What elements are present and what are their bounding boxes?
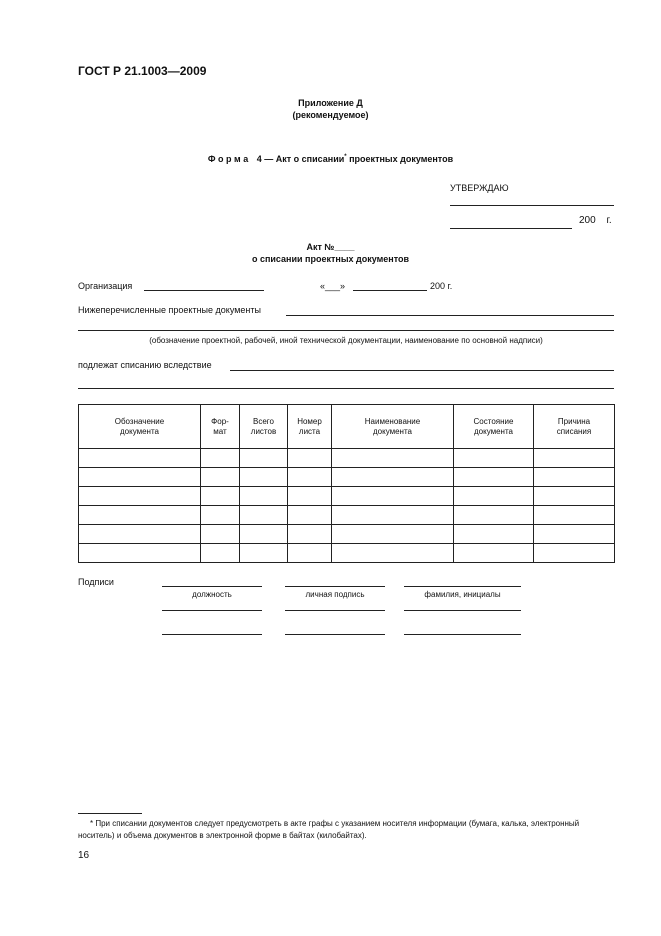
- header-name: Наименование документа: [364, 416, 421, 436]
- signature-name-line-3[interactable]: [404, 634, 521, 635]
- table-cell[interactable]: [240, 506, 288, 525]
- date-month-field[interactable]: [353, 290, 427, 291]
- table-cell[interactable]: [240, 525, 288, 544]
- col-sheet-number: [288, 405, 332, 449]
- reason-field[interactable]: [230, 370, 614, 371]
- table-cell[interactable]: [201, 506, 240, 525]
- date-year: 200 г.: [430, 281, 453, 291]
- table-row: [79, 468, 615, 487]
- approve-year: [579, 215, 612, 226]
- table-row: [79, 449, 615, 468]
- col-format: [201, 405, 240, 449]
- signature-position-line-2[interactable]: [162, 610, 262, 611]
- form-title: [0, 154, 661, 164]
- table-row: [79, 525, 615, 544]
- documents-table: [78, 404, 615, 563]
- form-word: Ф о р м а: [207, 154, 249, 164]
- organization-field[interactable]: [144, 290, 264, 291]
- table-cell[interactable]: [454, 487, 534, 506]
- table-cell[interactable]: [332, 468, 454, 487]
- table-cell[interactable]: [79, 544, 201, 563]
- header-designation: Обозначение документа: [114, 416, 165, 436]
- table-cell[interactable]: [79, 449, 201, 468]
- table-cell[interactable]: [454, 525, 534, 544]
- col-name: [332, 405, 454, 449]
- table-cell[interactable]: [79, 487, 201, 506]
- table-cell[interactable]: [201, 525, 240, 544]
- table-cell[interactable]: [332, 506, 454, 525]
- footnote-mark: *: [344, 154, 347, 160]
- table-cell[interactable]: [534, 468, 615, 487]
- table-cell[interactable]: [288, 449, 332, 468]
- header-format: Фор- мат: [211, 416, 229, 436]
- table-cell[interactable]: [201, 468, 240, 487]
- table-cell[interactable]: [534, 544, 615, 563]
- table-cell[interactable]: [288, 487, 332, 506]
- table-cell[interactable]: [201, 544, 240, 563]
- form-rest: проектных документов: [346, 154, 454, 164]
- signature-position-line-1[interactable]: [162, 586, 262, 587]
- signature-name-line-1[interactable]: [404, 586, 521, 587]
- appendix-status: (рекомендуемое): [292, 110, 369, 120]
- table-cell[interactable]: [288, 468, 332, 487]
- table-cell[interactable]: [534, 506, 615, 525]
- table-cell[interactable]: [288, 506, 332, 525]
- organization-label: Организация: [78, 281, 133, 291]
- approve-date-line: [450, 228, 572, 229]
- docs-caption: (обозначение проектной, рабочей, иной технической документации, наименование по основной надписи): [149, 336, 543, 345]
- table-cell[interactable]: [240, 544, 288, 563]
- table-cell[interactable]: [201, 487, 240, 506]
- col-total-sheets: [240, 405, 288, 449]
- table-cell[interactable]: [534, 487, 615, 506]
- table-cell[interactable]: [534, 449, 615, 468]
- approve-year-suffix: г.: [606, 215, 612, 226]
- docs-field[interactable]: [286, 315, 614, 316]
- table-row: [79, 487, 615, 506]
- signature-name-line-2[interactable]: [404, 610, 521, 611]
- form-text: — Акт о списании: [264, 154, 345, 164]
- table-cell[interactable]: [454, 544, 534, 563]
- signature-sign-line-2[interactable]: [285, 610, 385, 611]
- table-cell[interactable]: [240, 468, 288, 487]
- table-cell[interactable]: [332, 544, 454, 563]
- table-cell[interactable]: [288, 525, 332, 544]
- act-subtitle: о списании проектных документов: [251, 254, 410, 264]
- table-cell[interactable]: [79, 525, 201, 544]
- caption-signature: личная подпись: [305, 590, 365, 599]
- standard-header: ГОСТ Р 21.1003—2009: [78, 64, 207, 78]
- table-cell[interactable]: [79, 506, 201, 525]
- col-designation: [79, 405, 201, 449]
- signatures-label: Подписи: [78, 577, 114, 587]
- table-cell[interactable]: [332, 525, 454, 544]
- table-row: [79, 506, 615, 525]
- page-number: 16: [78, 850, 90, 861]
- signature-position-line-3[interactable]: [162, 634, 262, 635]
- table-cell[interactable]: [288, 544, 332, 563]
- table-cell[interactable]: [332, 487, 454, 506]
- table-row: [79, 544, 615, 563]
- table-cell[interactable]: [201, 449, 240, 468]
- col-condition: [454, 405, 534, 449]
- table-cell[interactable]: [454, 468, 534, 487]
- header-sheet-number: Номер листа: [297, 416, 322, 436]
- caption-position: должность: [192, 590, 232, 599]
- signature-sign-line-1[interactable]: [285, 586, 385, 587]
- reason-label: подлежат списанию вследствие: [78, 360, 212, 370]
- table-cell[interactable]: [534, 525, 615, 544]
- table-cell[interactable]: [240, 487, 288, 506]
- table-header-row: [79, 405, 615, 449]
- header-total-sheets: Всего листов: [250, 416, 277, 436]
- date-day: «___»: [320, 281, 346, 291]
- header-reason: Причина списания: [556, 416, 592, 436]
- table-cell[interactable]: [79, 468, 201, 487]
- table-cell[interactable]: [332, 449, 454, 468]
- approve-line: [450, 205, 614, 206]
- signature-sign-line-3[interactable]: [285, 634, 385, 635]
- docs-label: Нижеперечисленные проектные документы: [78, 305, 261, 315]
- approve-year-prefix: 200: [579, 215, 596, 226]
- header-condition: Состояние документа: [473, 416, 514, 436]
- act-title: Акт №____: [306, 242, 355, 252]
- table-cell[interactable]: [240, 449, 288, 468]
- form-number: 4: [256, 154, 262, 164]
- footnote-text: * При списании документов следует предусмотреть в акте графы с указанием носителя информации (бумага, калька, электронный носитель) и объема документов в электронной форме в байтах (килобайтах).: [78, 819, 580, 840]
- caption-full-name: фамилия, инициалы: [424, 590, 501, 599]
- table-cell[interactable]: [454, 449, 534, 468]
- footnote-separator: [78, 813, 142, 814]
- appendix-title: Приложение Д: [298, 98, 363, 108]
- table-cell[interactable]: [454, 506, 534, 525]
- col-reason: [534, 405, 615, 449]
- docs-field-2[interactable]: [78, 330, 614, 331]
- reason-field-2[interactable]: [78, 388, 614, 389]
- approve-label: УТВЕРЖДАЮ: [450, 183, 509, 193]
